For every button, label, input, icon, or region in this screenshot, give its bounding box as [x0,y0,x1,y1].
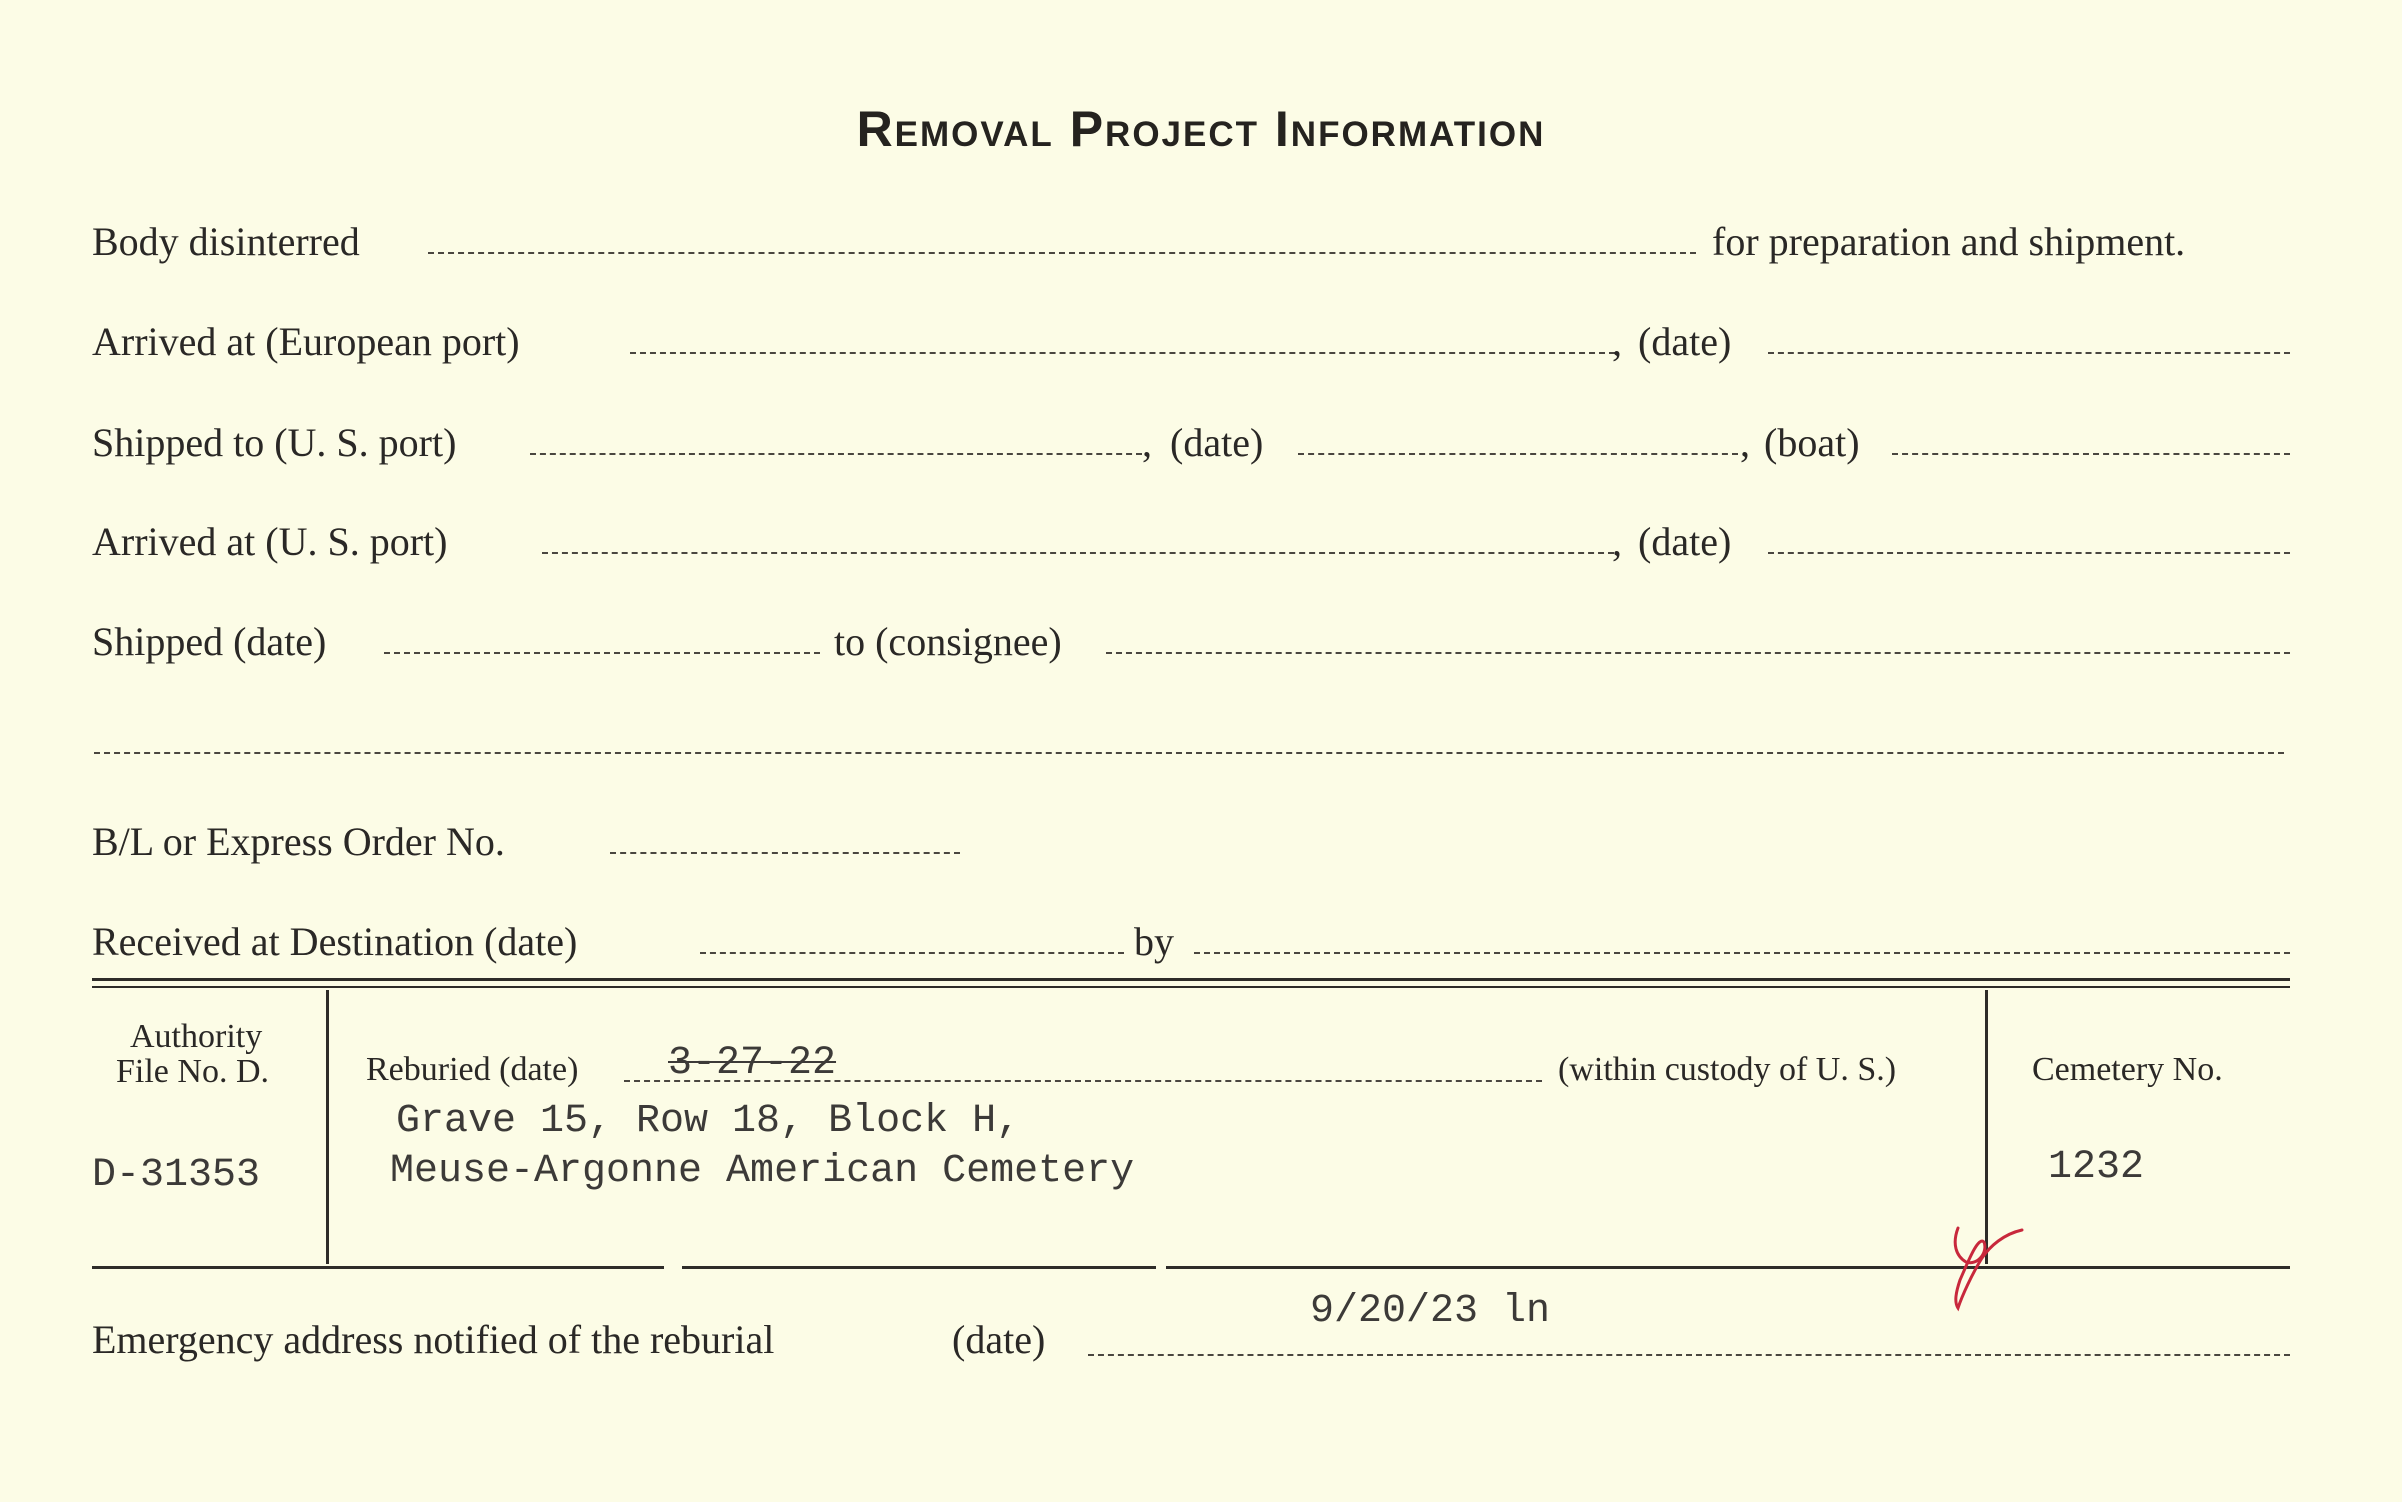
emergency-label: Emergency address notified of the reburial [92,1317,775,1362]
grave-line-1: Grave 15, Row 18, Block H, [396,1099,1021,1144]
grave-line-2: Meuse-Argonne American Cemetery [390,1149,1135,1194]
arrived-european-date-label: (date) [1638,319,1732,364]
check-mark-icon [1948,1222,2026,1314]
shipped-date-label: Shipped (date) [92,619,327,664]
by-line [1194,952,2290,954]
box-bottom-rule-2 [682,1266,1156,1269]
arrived-european-label: Arrived at (European port) [92,319,520,364]
reburied-label: Reburied (date) [366,1051,579,1088]
box-divider-left [326,990,329,1264]
by-label: by [1134,919,1174,964]
card-title: Removal Project Information [856,101,1546,157]
cemetery-no-value: 1232 [2048,1145,2145,1190]
removal-card: Removal Project Information Body disinterred for preparation and shipment. Arrived at (European port) , (date) Shipped to (U. S. port) , (date) , (boat) Arrived at (U. S. port) , (date) Shipped (date) to (consignee) B/L or Express Order No. Received at Destination (date) by Authority File No. D. D-31353 Reburied (date) 3-27-22 (within custody of U. S.) Grave 15, Row 18, Block H, Meuse-Argonne American Cemetery Cemetery No. 1232 Emergency address notified of the reburial (date) 9/20/23 ln [0,0,2402,1502]
arrived-us-line [542,552,1614,554]
preparation-label: for preparation and shipment. [1712,219,2186,264]
file-no-label: File No. D. [116,1053,269,1090]
shipped-date-line [384,652,820,654]
bl-order-label: B/L or Express Order No. [92,819,505,864]
boat-line [1892,453,2290,455]
consignee-line [1106,652,2290,654]
arrived-us-label: Arrived at (U. S. port) [92,519,448,564]
arrived-us-date-label: (date) [1638,519,1732,564]
cemetery-no-label: Cemetery No. [2032,1051,2223,1088]
shipped-to-date-label: (date) [1170,420,1264,465]
file-no-value: D-31353 [92,1153,261,1198]
body-disinterred-label: Body disinterred [92,219,360,264]
emergency-line [1088,1354,2290,1356]
box-top-rule [92,978,2290,981]
body-disinterred-line [428,252,1696,254]
received-dest-line [700,952,1124,954]
arrived-european-line [630,352,1615,354]
boat-label: (boat) [1764,420,1860,465]
received-dest-label: Received at Destination (date) [92,919,578,964]
arrived-us-date-line [1768,552,2290,554]
shipped-to-label: Shipped to (U. S. port) [92,420,457,465]
shipped-to-line [530,453,1142,455]
custody-label: (within custody of U. S.) [1558,1051,1897,1088]
consignee-label: to (consignee) [834,619,1062,664]
authority-label: Authority [130,1018,263,1055]
box-top-rule-2 [92,986,2290,988]
arrived-european-date-line [1768,352,2290,354]
emergency-date-label: (date) [952,1317,1046,1362]
shipped-to-date-line [1298,453,1738,455]
bl-order-line [610,852,960,854]
reburied-value: 3-27-22 [668,1041,837,1086]
emergency-value: 9/20/23 ln [1310,1289,1551,1334]
box-bottom-rule-1 [92,1266,664,1269]
box-bottom-rule-3 [1166,1266,2290,1269]
consignee-line-2 [94,752,2284,754]
